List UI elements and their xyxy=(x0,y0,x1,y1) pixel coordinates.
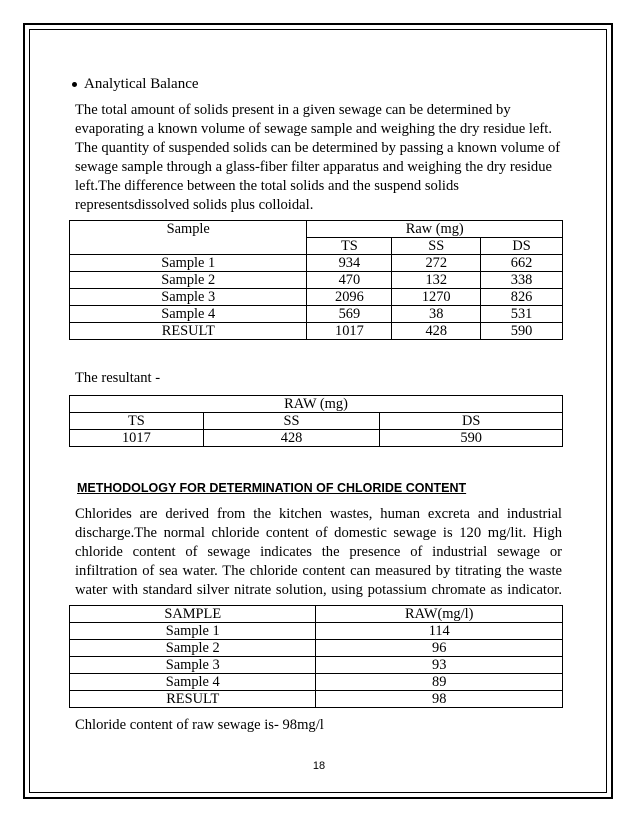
cell: 93 xyxy=(316,657,563,674)
chloride-table xyxy=(69,605,563,708)
header-raw: Raw (mg) xyxy=(307,221,563,238)
cell: 1017 xyxy=(70,430,204,447)
cell: Sample 3 xyxy=(70,657,316,674)
resultant-header: RAW (mg) xyxy=(70,396,563,413)
table-row xyxy=(70,640,563,657)
table-row xyxy=(70,255,563,272)
table-row xyxy=(70,674,563,691)
cell: 114 xyxy=(316,623,563,640)
text-line: infiltration of sea water. The chloride content can measured by titrating the waste xyxy=(75,563,562,579)
header-blank xyxy=(70,238,307,255)
text-line: evaporating a known volume of sewage sample and weighing the dry residue left. xyxy=(75,121,552,137)
subheader-ss: SS xyxy=(203,413,380,430)
cell: 98 xyxy=(316,691,563,708)
cell: 662 xyxy=(481,255,563,272)
text-line: sewage sample through a glass-fiber filter apparatus and weighing the dry residue xyxy=(75,159,552,175)
cell: 89 xyxy=(316,674,563,691)
table-row xyxy=(70,430,563,447)
table-row xyxy=(70,306,563,323)
cell: RESULT xyxy=(70,323,307,340)
section-heading: METHODOLOGY FOR DETERMINATION OF CHLORIDE CONTENT xyxy=(77,481,467,495)
table-row xyxy=(70,623,563,640)
text-line: The total amount of solids present in a given sewage can be determined by xyxy=(75,102,511,118)
table-row xyxy=(70,272,563,289)
cell: 826 xyxy=(481,289,563,306)
text-line: left.The difference between the total solids and the suspend solids xyxy=(75,178,459,194)
text-line: chloride content of sewage indicates the presence of industrial sewage or xyxy=(75,544,562,560)
cell: 428 xyxy=(203,430,380,447)
cell: 132 xyxy=(392,272,481,289)
subheader-ds: DS xyxy=(481,238,563,255)
cell: Sample 3 xyxy=(70,289,307,306)
text-line: Chlorides are derived from the kitchen wastes, human excreta and industrial xyxy=(75,506,562,522)
text-line: discharge.The normal chloride content of domestic sewage is 120 mg/lit. High xyxy=(75,525,562,541)
cell: 272 xyxy=(392,255,481,272)
page-number: 18 xyxy=(312,760,326,772)
cell: 338 xyxy=(481,272,563,289)
text-line: The quantity of suspended solids can be determined by passing a known volume of xyxy=(75,140,561,156)
subheader-ts: TS xyxy=(70,413,204,430)
cell: 38 xyxy=(392,306,481,323)
header-sample: Sample xyxy=(70,221,307,238)
table-row xyxy=(70,657,563,674)
cell: Sample 1 xyxy=(70,623,316,640)
bullet-item xyxy=(84,76,199,93)
subheader-ds: DS xyxy=(380,413,563,430)
cell: 470 xyxy=(307,272,392,289)
cell: Sample 4 xyxy=(70,674,316,691)
subheader-ts: TS xyxy=(307,238,392,255)
cell: 590 xyxy=(481,323,563,340)
cell: 1017 xyxy=(307,323,392,340)
text-line: water with standard silver nitrate solution, using potassium chromate as indicator. xyxy=(75,582,562,598)
cell: 934 xyxy=(307,255,392,272)
cell: RESULT xyxy=(70,691,316,708)
cell: Sample 1 xyxy=(70,255,307,272)
resultant-table xyxy=(69,395,563,447)
cell: 1270 xyxy=(392,289,481,306)
cell: Sample 2 xyxy=(70,272,307,289)
bullet-dot-icon xyxy=(72,82,77,87)
solids-table xyxy=(69,220,563,340)
cell: 2096 xyxy=(307,289,392,306)
solids-paragraph xyxy=(75,101,570,215)
cell: Sample 2 xyxy=(70,640,316,657)
chloride-conclusion: Chloride content of raw sewage is- 98mg/l xyxy=(75,717,324,733)
header-raw: RAW(mg/l) xyxy=(316,606,563,623)
cell: 428 xyxy=(392,323,481,340)
header-sample: SAMPLE xyxy=(70,606,316,623)
cell: 531 xyxy=(481,306,563,323)
resultant-label: The resultant - xyxy=(75,370,161,386)
cell: 96 xyxy=(316,640,563,657)
table-row xyxy=(70,323,563,340)
table-row xyxy=(70,289,563,306)
bullet-text: Analytical Balance xyxy=(84,76,199,92)
table-row xyxy=(70,691,563,708)
cell: Sample 4 xyxy=(70,306,307,323)
chloride-paragraph xyxy=(75,505,562,600)
cell: 590 xyxy=(380,430,563,447)
text-line: representsdissolved solids plus colloidal. xyxy=(75,197,314,213)
subheader-ss: SS xyxy=(392,238,481,255)
cell: 569 xyxy=(307,306,392,323)
